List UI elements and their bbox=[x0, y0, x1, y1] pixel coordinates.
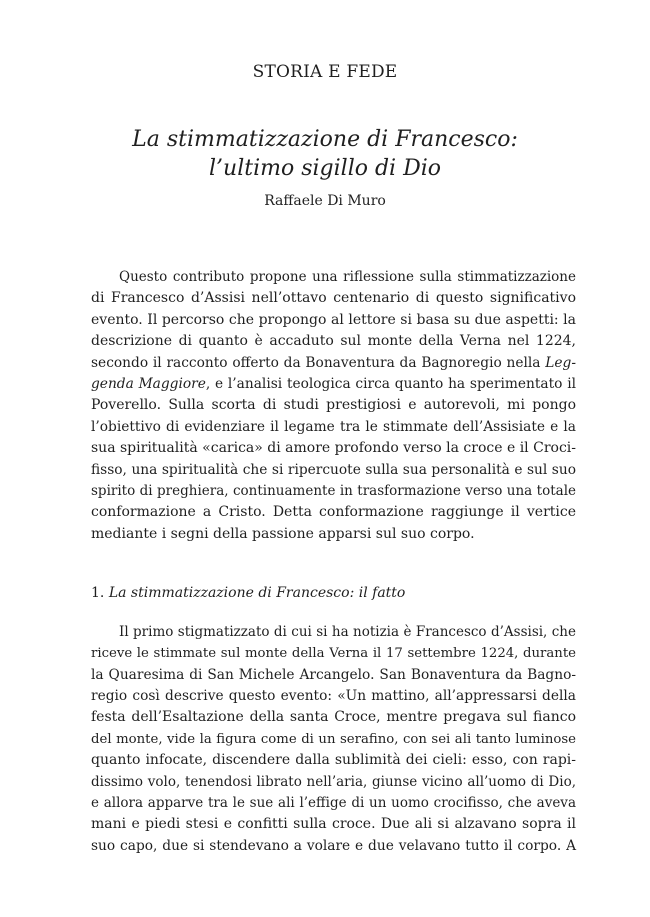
text-line: Poverello. Sulla scorta di studi prestigiosi e autorevoli, mi pongo bbox=[91, 397, 576, 414]
text-line: mani e piedi stesi e confitti sulla croce. Due ali si alzavano sopra il bbox=[91, 816, 576, 833]
italic-text: genda Maggiore bbox=[91, 376, 206, 393]
section-number: 1. bbox=[91, 585, 105, 602]
article-title bbox=[0, 125, 650, 183]
text-line: evento. Il percorso che propongo al lettore si basa su due aspetti: la bbox=[91, 311, 576, 328]
abstract-paragraph bbox=[91, 267, 576, 545]
article-title-line-2: l’ultimo sigillo di Dio bbox=[209, 156, 441, 181]
text-line: suo capo, due si stendevano a volare e due velavano tutto il corpo. A bbox=[91, 837, 576, 854]
text-line: riceve le stimmate sul monte della Verna il 17 settembre 1224, durante bbox=[91, 646, 576, 662]
text-line: e allora apparve tra le sue ali l’effige di un uomo crocifisso, che aveva bbox=[91, 794, 576, 811]
article-title-line-1: La stimmatizzazione di Francesco: bbox=[132, 127, 518, 152]
section-paragraph bbox=[91, 622, 576, 857]
text-line: del monte, vide la figura come di un serafino, con sei ali tanto luminose bbox=[91, 731, 576, 747]
text-line: l’obiettivo di evidenziare il legame tra le stimmate dell’Assisiate e la bbox=[91, 418, 576, 435]
text-fragment: , e l’analisi teologica circa quanto ha sperimentato il bbox=[205, 376, 576, 393]
text-line bbox=[91, 374, 576, 395]
text-line: sua spiritualità «carica» di amore profondo verso la croce e il Croci- bbox=[91, 440, 576, 457]
italic-text: Leg- bbox=[545, 354, 576, 371]
text-line: regio così descrive questo evento: «Un mattino, all’appressarsi della bbox=[91, 687, 576, 704]
text-fragment: secondo il racconto offerto da Bonaventura da Bagnoregio nella bbox=[91, 354, 546, 371]
text-line: descrizione di quanto è accaduto sul monte della Verna nel 1224, bbox=[91, 333, 576, 350]
text-line: mediante i segni della passione apparsi sul suo corpo. bbox=[91, 525, 475, 542]
text-line: Il primo stigmatizzato di cui si ha notizia è Francesco d’Assisi, che bbox=[119, 623, 576, 640]
text-line: festa dell’Esaltazione della santa Croce, mentre pregava sul fianco bbox=[91, 709, 576, 726]
text-line: fisso, una spiritualità che si ripercuote sulla sua personalità e sul suo bbox=[91, 461, 576, 478]
section-heading bbox=[91, 583, 576, 604]
section-header: STORIA E FEDE bbox=[252, 62, 398, 82]
text-line: spirito di preghiera, continuamente in trasformazione verso una totale bbox=[91, 483, 576, 500]
article-body bbox=[91, 267, 576, 857]
text-line: Questo contributo propone una riflessione sulla stimmatizzazione bbox=[119, 269, 576, 285]
text-line bbox=[91, 353, 576, 374]
text-line: la Quaresima di San Michele Arcangelo. San Bonaventura da Bagno- bbox=[91, 666, 576, 683]
section-title: La stimmatizzazione di Francesco: il fatto bbox=[108, 585, 406, 602]
text-line: conformazione a Cristo. Detta conformazione raggiunge il vertice bbox=[91, 504, 576, 521]
text-line: di Francesco d’Assisi nell’ottavo centenario di questo significativo bbox=[91, 290, 576, 307]
text-line: dissimo volo, tenendosi librato nell’aria, giunse vicino all’uomo di Dio, bbox=[91, 773, 576, 790]
text-line: quanto infocate, discendere dalla sublimità dei cieli: esso, con rapi- bbox=[91, 752, 576, 769]
author-name: Raffaele Di Muro bbox=[264, 193, 386, 209]
